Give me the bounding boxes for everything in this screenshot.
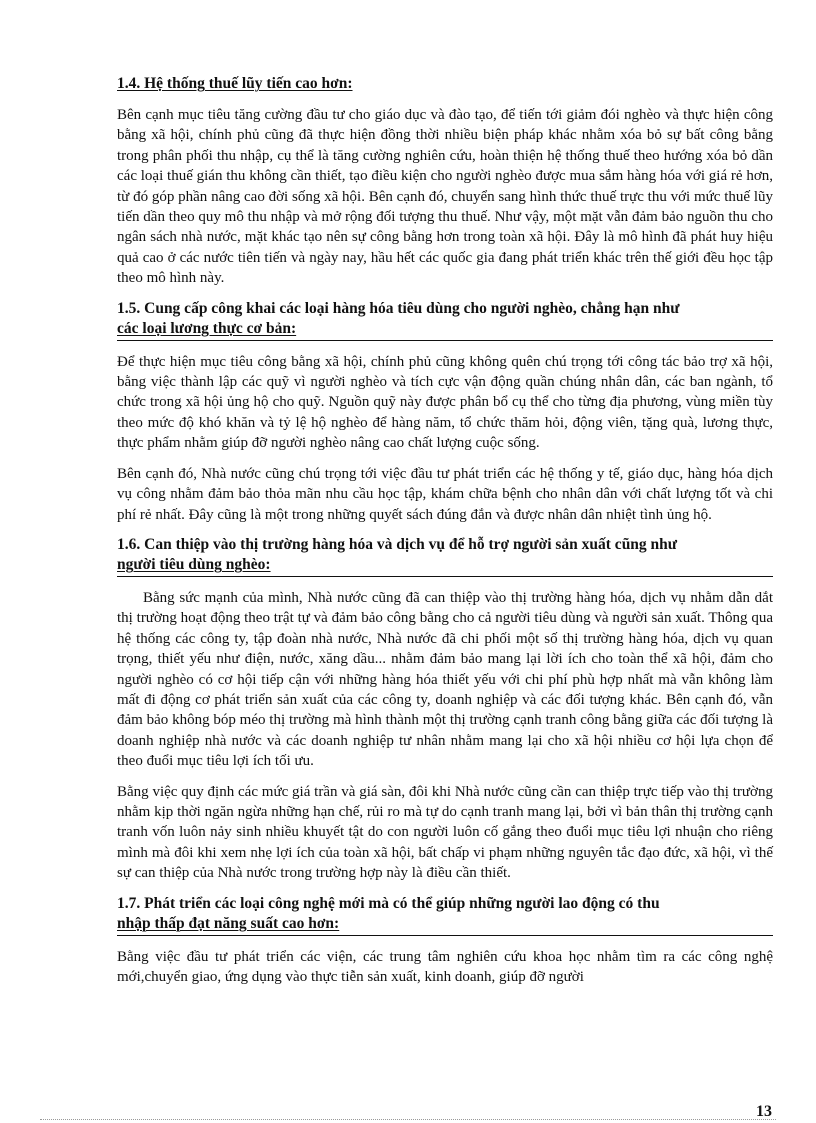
page-content — [117, 74, 773, 987]
section-heading-1-7-line2: nhập thấp đạt năng suất cao hơn: — [117, 914, 340, 932]
section-heading-1-5 — [117, 299, 773, 341]
section-1-5-paragraph-1: Để thực hiện mục tiêu công bằng xã hội, chính phủ cũng không quên chú trọng tới công tác bảo trợ xã hội, bằng việc thành lập các quỹ vì người nghèo và tích cực vận động quần chúng nhân dân, các ban ngành, tổ chức trong xã hội ủng hộ cho quỹ. Nguồn quỹ này được phân bổ cụ thể cho từng địa phương, vùng miền tùy theo mức độ khó khăn và tỷ lệ hộ nghèo để hàng năm, tổ chức thăm hỏi, động viên, tặng quà, lương thực, thực phẩm nhằm giúp đỡ người nghèo nâng cao chất lượng cuộc sống. — [117, 353, 773, 452]
page-number: 13 — [756, 1103, 772, 1120]
section-1-4-paragraph: Bên cạnh mục tiêu tăng cường đầu tư cho giáo dục và đào tạo, để tiến tới giảm đói nghèo và thực hiện công bằng xã hội, chính phủ cũng đã thực hiện đồng thời nhiều biện pháp khác nhằm xóa bỏ sự bất công bằng trong phân phối thu nhập, cụ thể là tăng cường nghiên cứu, hoàn thiện hệ thống thuế theo hướng xóa bỏ dần các loại thuế gián thu không cần thiết, tạo điều kiện cho người nghèo được mua sắm hàng hóa với giá rẻ hơn, từ đó góp phần nâng cao đời sống xã hội. Bên cạnh đó, chuyển sang hình thức thuế trực thu với mức thuế lũy tiến dần theo quy mô thu nhập và mở rộng đối tượng thu thuế. Như vậy, một mặt vẫn đảm bảo nguồn thu cho ngân sách nhà nước, mặt khác tạo nên sự công bằng hơn trong toàn xã hội. Đây là mô hình đã phát huy hiệu quả cao ở các nước tiên tiến và ngày nay, hầu hết các quốc gia đang phát triển khác trên thế giới đều học tập theo mô hình này. — [117, 107, 773, 287]
section-heading-1-5-line1: 1.5. Cung cấp công khai các loại hàng hóa tiêu dùng cho người nghèo, chẳng hạn như — [117, 299, 680, 317]
footer-divider — [40, 1119, 776, 1120]
section-heading-1-6 — [117, 535, 773, 577]
section-1-5-paragraph-2: Bên cạnh đó, Nhà nước cũng chú trọng tới việc đầu tư phát triển các hệ thống y tế, giáo dục, hàng hóa dịch vụ công nhằm đảm bảo thỏa mãn nhu cầu học tập, khám chữa bệnh cho nhân dân với chất lượng tốt và chi phí rẻ nhất. Đây cũng là một trong những quyết sách đúng đắn và được nhân dân nhiệt tình ủng hộ. — [117, 465, 773, 523]
section-1-6-paragraph-2: Bằng việc quy định các mức giá trần và giá sàn, đôi khi Nhà nước cũng cần can thiệp trực tiếp vào thị trường nhằm kịp thời ngăn ngừa những hạn chế, rủi ro mà tự do cạnh tranh mang lại, bởi vì bản thân thị trường cạnh tranh vốn luôn nảy sinh nhiều khuyết tật do con người luôn cố gắng theo đuổi mục tiêu lợi nhuận cho riêng mình mà đôi khi xem nhẹ lợi ích của toàn xã hội, bất chấp vi phạm những nguyên tắc đạo đức, xã hội, vì thế sự can thiệp của Nhà nước trong trường hợp này là điều cần thiết. — [117, 783, 773, 882]
section-1-7-paragraph: Bằng việc đầu tư phát triển các viện, các trung tâm nghiên cứu khoa học nhằm tìm ra các công nghệ mới,chuyển giao, ứng dụng vào thực tiễn sản xuất, kinh doanh, giúp đỡ người — [117, 948, 773, 985]
section-heading-1-7 — [117, 894, 773, 936]
section-heading-1-4: 1.4. Hệ thống thuế lũy tiến cao hơn: — [117, 75, 353, 92]
section-heading-1-7-line1: 1.7. Phát triển các loại công nghệ mới mà có thể giúp những người lao động có thu — [117, 894, 660, 912]
section-1-6-paragraph-1: Bằng sức mạnh của mình, Nhà nước cũng đã can thiệp vào thị trường hàng hóa, dịch vụ nhằm dẫn dắt thị trường hoạt động theo trật tự và đảm bảo công bằng cho cả người tiêu dùng và người sản xuất. Thông qua hệ thống các công ty, tập đoàn nhà nước, Nhà nước đã chi phối một số thị trường hàng hóa, dịch vụ quan trọng, thiết yếu như điện, nước, xăng dầu... nhằm đảm bảo mang lại lời ích cho toàn thể xã hội, đảm cho người nghèo có cơ hội tiếp cận với những hàng hóa thiết yếu với chi phí phù hợp nhất mà vẫn không làm mất đi động cơ phát triển sản xuất của các công ty, doanh nghiệp và các đối tượng khác. Bên cạnh đó, vẫn đảm bảo không bóp méo thị trường mà hình thành một thị trường cạnh tranh công bằng giữa các đối tượng là doanh nghiệp nhà nước và các doanh nghiệp tư nhân nhằm mang lại cho xã hội nhiều cơ hội lựa chọn để theo đuổi mục tiêu lợi ích tối ưu. — [117, 589, 773, 770]
section-heading-1-6-line1: 1.6. Can thiệp vào thị trường hàng hóa và dịch vụ để hỗ trợ người sản xuất cũng như — [117, 535, 678, 553]
section-heading-1-5-line2: các loại lương thực cơ bản: — [117, 319, 297, 337]
section-heading-1-6-line2: người tiêu dùng nghèo: — [117, 555, 271, 573]
